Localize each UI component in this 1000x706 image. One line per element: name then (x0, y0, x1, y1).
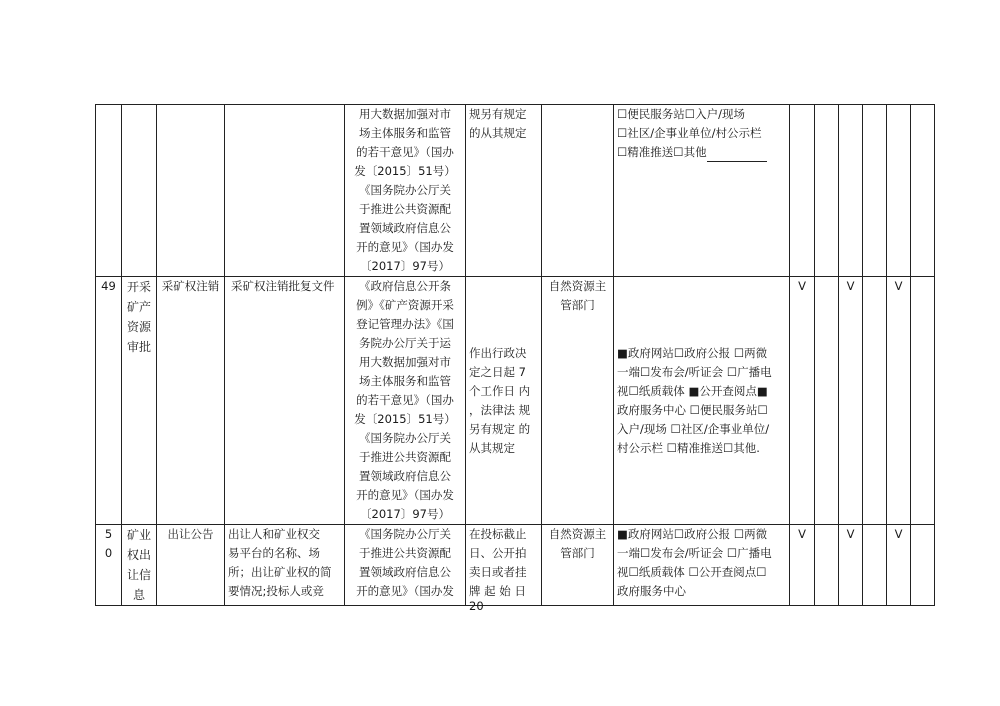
mark-cell (790, 105, 815, 277)
content-cell: 出让人和矿业权交 易平台的名称、场 所；出让矿业权的简 要情况;投标人或竞 (225, 525, 345, 606)
category-cell (122, 105, 157, 277)
category-cell: 开采矿产资源审批 (122, 277, 157, 525)
number-cell (96, 105, 122, 277)
fill-blank-line (707, 149, 767, 162)
mark-cell (911, 277, 935, 525)
channels-cell: ■政府网站☐政府公报 ☐两微 一端☐发布会/听证会 ☐广播电 视☐纸质载体 ☐公开查阅点☐ 政府服务中心 (614, 525, 790, 606)
item-cell (157, 105, 225, 277)
mark-cell (887, 105, 911, 277)
mark-cell: V (790, 525, 815, 606)
disclosure-table (95, 104, 935, 613)
content-cell (225, 105, 345, 277)
mark-cell (815, 277, 839, 525)
number-cell: 50 (96, 525, 122, 606)
mark-cell: V (790, 277, 815, 525)
time-limit-cell: 作出行政决 定之日起 7 个工作日 内 ，法律法 规 另有规定 的 从其规定 (466, 277, 542, 525)
mark-cell (911, 525, 935, 606)
mark-cell (839, 105, 863, 277)
department-cell: 自然资源主管部门 (542, 277, 614, 525)
mark-cell (863, 277, 887, 525)
channels-cell: ☐便民服务站☐入户/现场 ☐社区/企事业单位/村公示栏 ☐精准推送☐其他 (614, 105, 790, 277)
time-limit-cell: 在投标截止 日、公开拍 卖日或者挂 牌 起 始 日 20 (466, 525, 542, 606)
mark-cell: V (887, 277, 911, 525)
department-cell (542, 105, 614, 277)
mark-cell (863, 525, 887, 606)
basis-cell: 用大数据加强对市 场主体服务和监管 的若干意见》（国办 发〔2015〕51号） 《国务院办公厅关 于推进公共资源配 置领域政府信息公 开的意见》（国办发 〔2017〕97号） (345, 105, 466, 277)
number-cell: 49 (96, 277, 122, 525)
mark-cell (815, 105, 839, 277)
department-cell: 自然资源主管部门 (542, 525, 614, 606)
item-cell: 出让公告 (157, 525, 225, 606)
mark-cell (815, 525, 839, 606)
basis-cell: 《国务院办公厅关 于推进公共资源配 置领域政府信息公 开的意见》（国办发 (345, 525, 466, 606)
mark-cell (863, 105, 887, 277)
mark-cell: V (839, 525, 863, 606)
mark-cell: V (887, 525, 911, 606)
category-cell: 矿业权出让信息 (122, 525, 157, 606)
basis-cell: 《政府信息公开条 例》《矿产资源开采 登记管理办法》《国 务院办公厅关于运 用大数据加强对市 场主体服务和监管 的若干意见》（国办 发〔2015〕51号） 《国务院办公厅关 于推进公共资源配 置领域政府信息公 开的意见》（国办发 〔2017〕97号） (345, 277, 466, 525)
channels-cell: ■政府网站☐政府公报 ☐两微 一端☐发布会/听证会 ☐广播电 视☐纸质载体 ■公开查阅点■ 政府服务中心 ☐便民服务站☐ 入户/现场 ☐社区/企事业单位/ 村公示栏 ☐精准推送☐其他. (614, 277, 790, 525)
content-cell: 采矿权注销批复文件 (225, 277, 345, 525)
mark-cell: V (839, 277, 863, 525)
time-limit-cell: 规另有规定 的从其规定 (466, 105, 542, 277)
mark-cell (911, 105, 935, 277)
table-row (96, 525, 935, 606)
item-cell: 采矿权注销 (157, 277, 225, 525)
table-row (96, 105, 935, 277)
table-row (96, 277, 935, 525)
